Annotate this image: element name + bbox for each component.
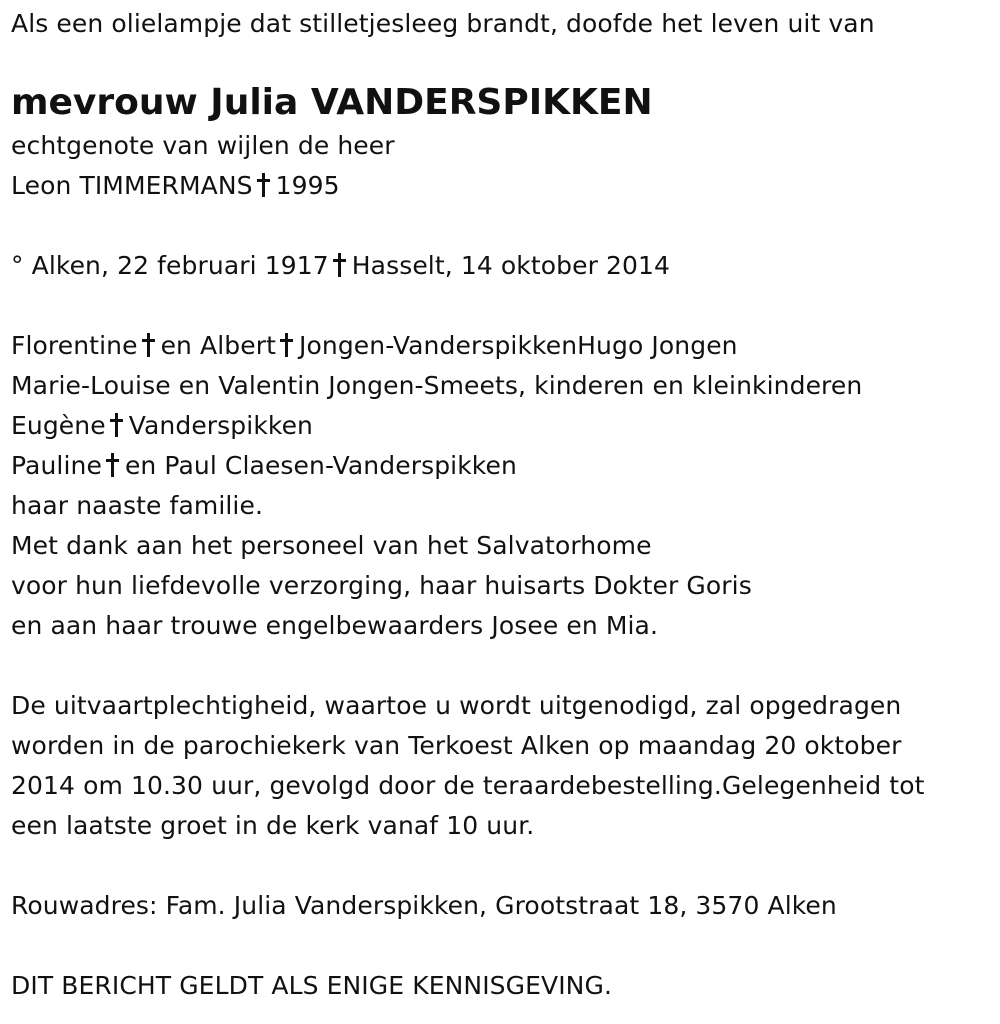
mourning-address: Rouwadres: Fam. Julia Vanderspikken, Grootstraat 18, 3570 Alken [11,891,837,920]
cross-icon [280,333,293,357]
cross-icon [333,253,346,277]
intro-text: Als een olielampje dat stilletjesleeg brandt, doofde het leven uit van [11,9,875,38]
cross-icon [142,333,155,357]
ceremony-line: 2014 om 10.30 uur, gevolgd door de teraardebestelling.Gelegenheid tot [11,771,925,800]
spouse-line [11,166,991,206]
family-member: Florentine [11,331,138,360]
cross-icon [257,173,270,197]
cross-icon [106,453,119,477]
deceased-name: mevrouw Julia VANDERSPIKKEN [11,82,653,123]
spacer [11,646,991,686]
closing-statement: DIT BERICHT GELDT ALS ENIGE KENNISGEVING. [11,971,612,1000]
death-date: Hasselt, 14 oktober 2014 [351,251,671,280]
spacer [11,286,991,326]
family-member: en Paul Claesen-Vanderspikken [124,451,517,480]
thanks-line: Met dank aan het personeel van het Salvatorhome [11,531,652,560]
thanks-line: voor hun liefdevolle verzorging, haar huisarts Dokter Goris [11,571,752,600]
family-member: Jongen-VanderspikkenHugo Jongen [299,331,738,360]
family-member: Eugène [11,411,106,440]
ceremony-line: een laatste groet in de kerk vanaf 10 uur. [11,811,535,840]
spouse-relation: echtgenote van wijlen de heer [11,131,395,160]
family-line-1 [11,326,991,366]
spacer [11,206,991,246]
family-line-4 [11,446,991,486]
thanks-line: en aan haar trouwe engelbewaarders Josee en Mia. [11,611,659,640]
spouse-death-year: 1995 [275,171,340,200]
family-line-3 [11,406,991,446]
life-dates [11,246,991,286]
family-line-5: haar naaste familie. [11,491,263,520]
death-notice [11,4,991,1006]
ceremony-line: worden in de parochiekerk van Terkoest Alken op maandag 20 oktober [11,731,902,760]
family-line-2: Marie-Louise en Valentin Jongen-Smeets, kinderen en kleinkinderen [11,371,863,400]
spacer [11,846,991,886]
spacer [11,926,991,966]
family-member: en Albert [160,331,277,360]
family-member: Vanderspikken [128,411,314,440]
spouse-name: Leon TIMMERMANS [11,171,253,200]
ceremony-line: De uitvaartplechtigheid, waartoe u wordt uitgenodigd, zal opgedragen [11,691,902,720]
cross-icon [110,413,123,437]
birth-date: ° Alken, 22 februari 1917 [11,251,329,280]
family-member: Pauline [11,451,102,480]
